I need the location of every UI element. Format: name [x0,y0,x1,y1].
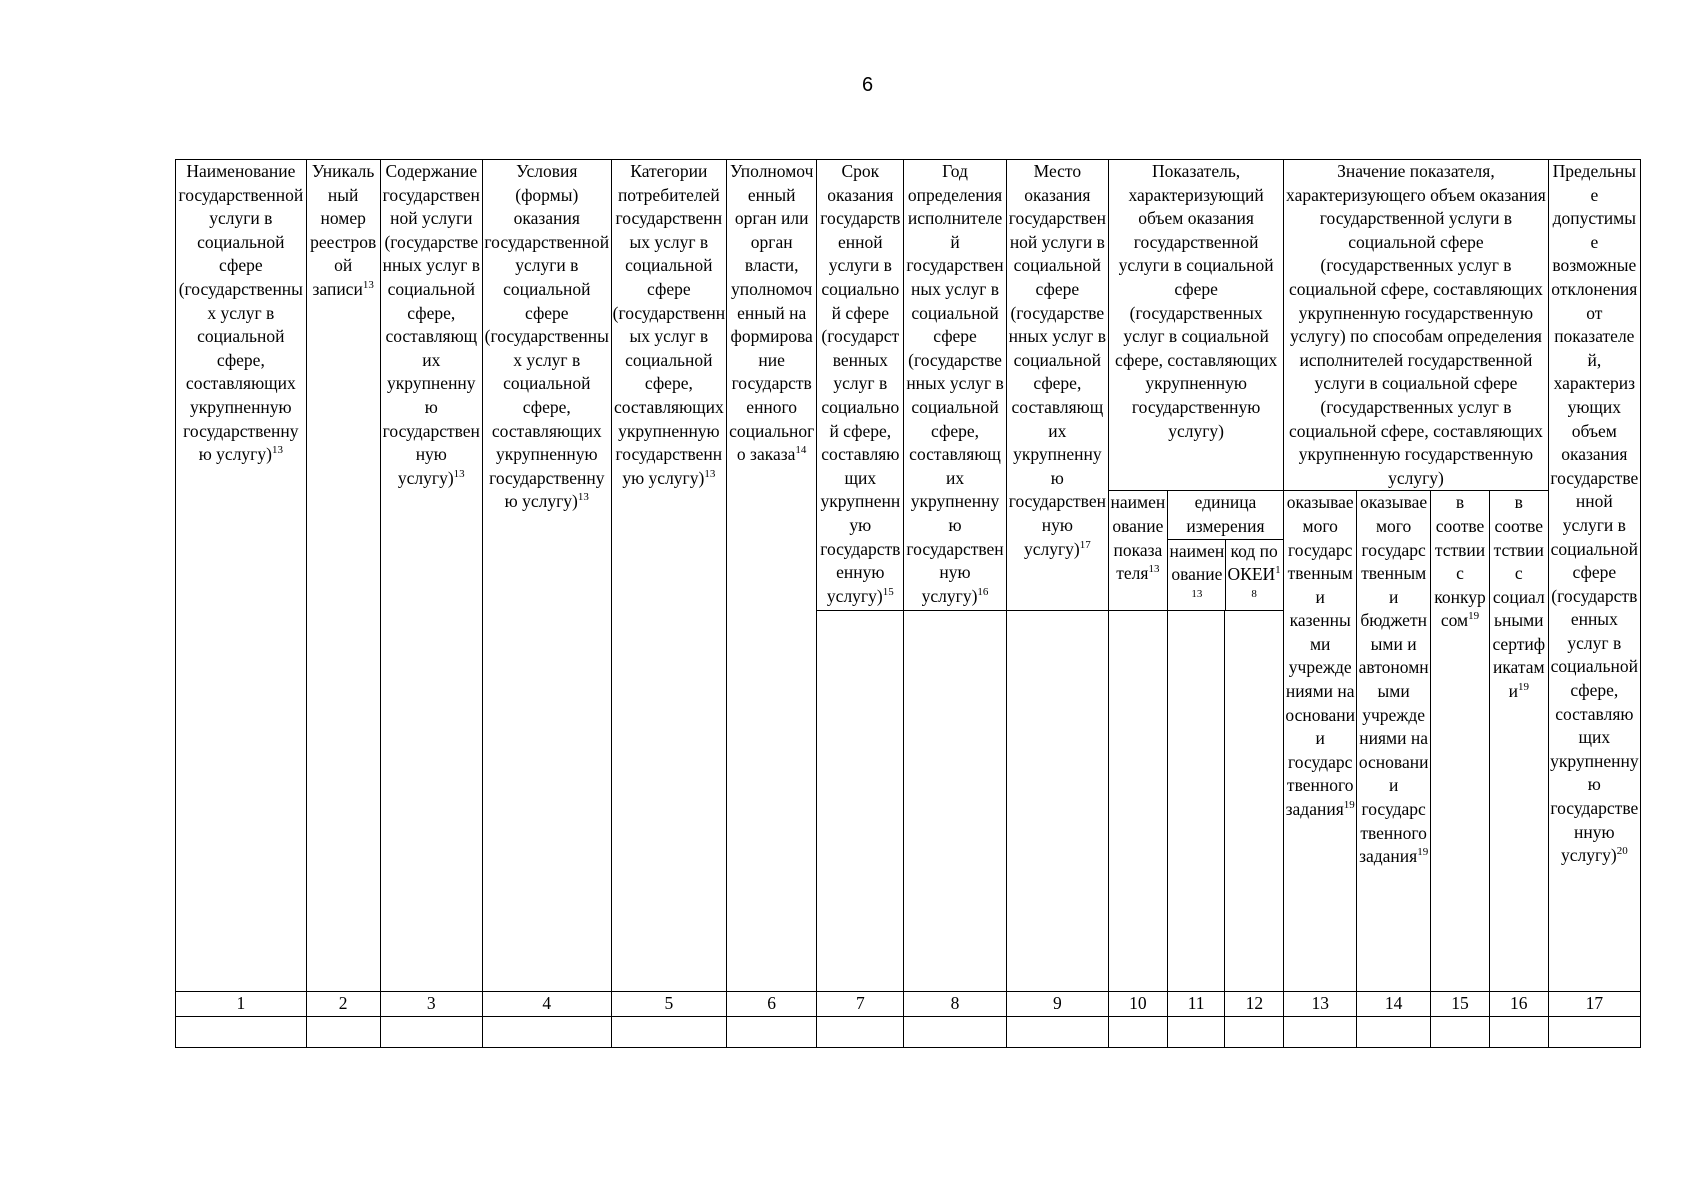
page-number: 6 [861,74,874,96]
column-number: 4 [482,992,611,1017]
data-cell[interactable] [1548,1016,1640,1047]
data-cell[interactable] [727,1016,817,1047]
blank-cell [1109,611,1168,992]
header-unit-name: наименование$^{13}$ [1169,540,1226,611]
data-cell[interactable] [1109,1016,1168,1047]
data-cell[interactable] [482,1016,611,1047]
column-number: 5 [611,992,726,1017]
column-number: 15 [1431,992,1490,1017]
unit-subtable [1169,540,1282,611]
header-deviations: Предельные допустимые возможные отклонения от показателей, характеризующих объем оказания государственной услуги в социальной сфере (государственных услуг в социальной сфере, составляющих укрупненную государственную услугу)$^{20}$ [1548,160,1640,992]
empty-data-row [176,1016,1641,1047]
header-conditions: Условия (формы) оказания государственной услуги в социальной сфере (государственных услуг в социальной сфере, составляющих укрупненную государственную услугу)$^{13}$ [482,160,611,992]
column-number: 7 [817,992,904,1017]
data-cell[interactable] [1431,1016,1490,1047]
column-number: 2 [306,992,380,1017]
header-place: Место оказания государственной услуги в социальной сфере (государственных услуг в социальной сфере, составляющих укрупненную государственную услугу)$^{17}$ [1006,160,1108,611]
header-by-competition: в соответствии с конкурсом$^{19}$ [1431,491,1490,992]
header-term: Срок оказания государственной услуги в социальной сфере (государственных услуг в социальной сфере, составляющих укрупненную государственную услугу)$^{15}$ [817,160,904,611]
header-service-name: Наименование государственной услуги в социальной сфере (государственных услуг в социальной сфере, составляющих укрупненную государственную услугу)$^{13}$ [176,160,307,992]
data-cell[interactable] [176,1016,307,1047]
data-cell[interactable] [380,1016,482,1047]
column-number: 14 [1357,992,1431,1017]
data-cell[interactable] [904,1016,1006,1047]
blank-cell [904,611,1006,992]
social-order-table [175,159,1641,1048]
blank-cell [817,611,904,992]
blank-cell [1167,611,1225,992]
data-cell[interactable] [611,1016,726,1047]
data-cell[interactable] [1489,1016,1548,1047]
data-cell[interactable] [1167,1016,1225,1047]
header-unit: единица измерения [1168,491,1283,539]
data-cell[interactable] [1006,1016,1108,1047]
column-number: 13 [1284,992,1357,1017]
data-cell[interactable] [817,1016,904,1047]
header-indicator-name: наименование показателя$^{13}$ [1109,491,1168,611]
column-number: 11 [1167,992,1225,1017]
column-number: 16 [1489,992,1548,1017]
blank-cell [1006,611,1108,992]
blank-cell [1225,611,1284,992]
column-number: 1 [176,992,307,1017]
header-by-budget-institutions: оказываемого государственными бюджетными и автономными учреждениями на основании государственного задания$^{19}$ [1357,491,1431,992]
column-number: 3 [380,992,482,1017]
header-service-content: Содержание государственной услуги (государственных услуг в социальной сфере, составляющих укрупненную государственную услугу)$^{13}$ [380,160,482,992]
column-number: 17 [1548,992,1640,1017]
header-consumer-categories: Категории потребителей государственных услуг в социальной сфере (государственных услуг в социальной сфере, составляющих укрупненную государственную услугу)$^{13}$ [611,160,726,992]
header-registry-number: Уникальный номер реестровой записи$^{13}$ [306,160,380,992]
data-cell[interactable] [1225,1016,1284,1047]
column-number: 10 [1109,992,1168,1017]
data-cell[interactable] [306,1016,380,1047]
data-cell[interactable] [1357,1016,1431,1047]
header-authorized-body: Уполномоченный орган или орган власти, уполномоченный на формирование государственного социального заказа$^{14}$ [727,160,817,992]
header-unit-group [1167,491,1283,611]
column-number: 6 [727,992,817,1017]
column-numbers-row [176,992,1641,1017]
header-indicator-value: Значение показателя, характеризующего объем оказания государственной услуги в социальной сфере (государственных услуг в социальной сфере, составляющих укрупненную государственную услугу) по способам определения исполнителей государственной услуги в социальной сфере (государственных услуг в социальной сфере, составляющих укрупненную государственную услугу) [1284,160,1548,491]
header-by-state-institutions: оказываемого государственными казенными учреждениями на основании государственного задания$^{19}$ [1284,491,1357,992]
header-volume-indicator: Показатель, характеризующий объем оказания государственной услуги в социальной сфере (государственных услуг в социальной сфере, составляющих укрупненную государственную услугу) [1109,160,1284,491]
header-unit-code: код по ОКЕИ$^{18}$ [1227,540,1281,600]
data-cell[interactable] [1284,1016,1357,1047]
column-number: 9 [1006,992,1108,1017]
header-year: Год определения исполнителей государственных услуг в социальной сфере (государственных услуг в социальной сфере, составляющих укрупненную государственную услугу)$^{16}$ [904,160,1006,611]
column-number: 8 [904,992,1006,1017]
header-by-certificates: в соответствии с социальными сертификатами$^{19}$ [1489,491,1548,992]
column-number: 12 [1225,992,1284,1017]
